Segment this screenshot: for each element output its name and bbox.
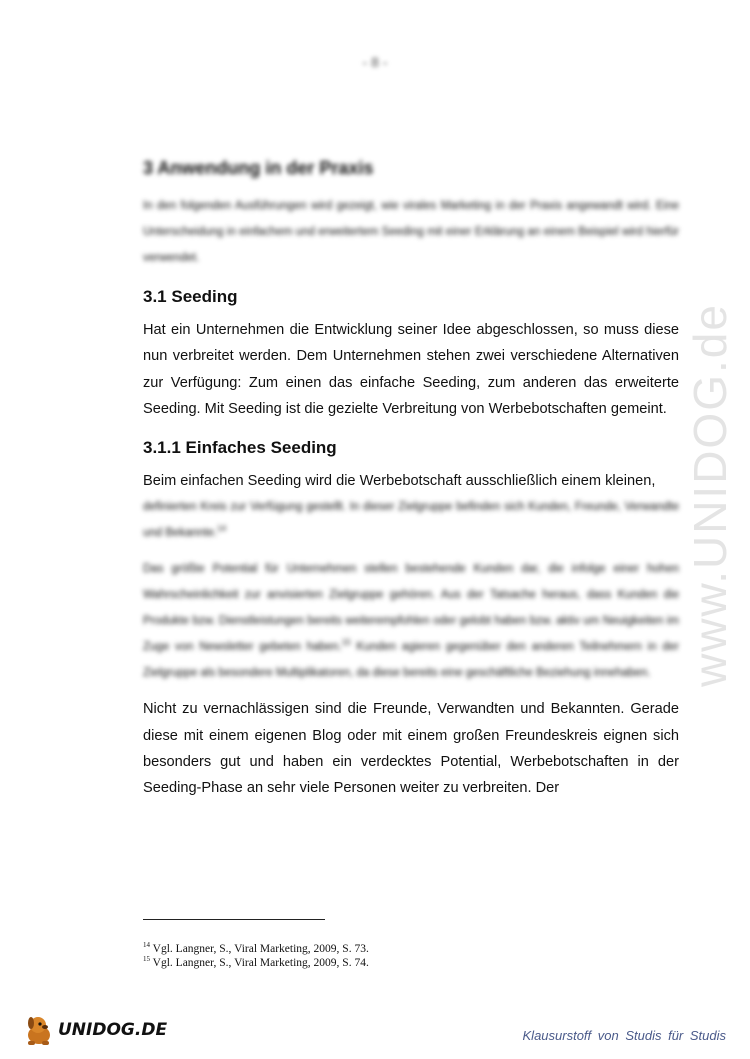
footnote-ref: 15 xyxy=(341,638,351,648)
dog-mascot-icon xyxy=(22,1013,56,1047)
footnote-ref: 14 xyxy=(217,524,227,534)
blurred-text: Das größte Potential für Unternehmen stellen bestehende Kunden dar, die infolge einer hohen Wahrscheinlichkeit zur anvisierten Zielgruppe gehören. Aus der Tatsache heraus, dass Kunden die Produkte bzw. Dienstleistungen bereits weiterempfohlen oder gelobt haben bzw. aktiv um Neuigkeiten im Zuge von Newsletter gebeten haben. xyxy=(143,563,679,654)
footnote-text: Vgl. Langner, S., Viral Marketing, 2009, S. 73. xyxy=(152,943,369,955)
footnote-number: 15 xyxy=(143,955,150,964)
footnotes xyxy=(143,942,543,970)
unidog-logo xyxy=(22,1010,167,1050)
section-intro-text: In den folgenden Ausführungen wird gezeigt, wie virales Marketing in der Praxis angewandt wird. Eine Unterscheidung in einfachem und erweitertem Seeding mit einer Erklärung an einem Beispiel wird hierfür verwendet. xyxy=(143,200,679,264)
footer-tagline: Klausurstoff von Studis für Studis xyxy=(522,1028,726,1043)
footnote-text: Vgl. Langner, S., Viral Marketing, 2009, S. 74. xyxy=(152,957,369,969)
footnote-separator xyxy=(143,919,325,920)
subsubsection-heading: 3.1.1 Einfaches Seeding xyxy=(143,438,337,458)
blurred-paragraph xyxy=(143,556,679,686)
blurred-continuation: definierten Kreis zur Verfügung gestellt. In dieser Zielgruppe befinden sich Kunden, Freunde, Verwandte und Bekannte. xyxy=(143,501,679,540)
blurred-text: Kunden agieren gegenüber den anderen Teilnehmern in der Zielgruppe als besondere Multiplikatoren, da diese bereits eine geschäftliche Beziehung innehaben. xyxy=(143,641,679,680)
logo-text: UNIDOG.DE xyxy=(58,1020,168,1040)
paragraph-body: Nicht zu vernachlässigen sind die Freunde, Verwandten und Bekannten. Gerade diese mit einem eigenen Blog oder mit einem großen Freundeskreis eignen sich besonders gut und haben ein verdecktes Potential, Werbebotschaften in der Seeding-Phase an sehr viele Personen weiter zu verbreiten. Der xyxy=(143,701,679,797)
blurred-paragraph xyxy=(143,494,679,546)
section-heading: 3 Anwendung in der Praxis xyxy=(143,158,374,178)
footnote-number: 14 xyxy=(143,941,150,950)
watermark: www.UNIDOG.de xyxy=(684,303,736,687)
page-number: - 8 - xyxy=(362,54,388,70)
subsection-heading: 3.1 Seeding xyxy=(143,287,238,306)
page-content xyxy=(143,158,679,802)
paragraph-first-line: Beim einfachen Seeding wird die Werbebotschaft ausschließlich einem kleinen, xyxy=(143,473,656,490)
footnote-item xyxy=(143,942,543,956)
subsection-body: Hat ein Unternehmen die Entwicklung seiner Idee abgeschlossen, so muss diese nun verbreitet werden. Dem Unternehmen stehen zwei verschiedene Alternativen zur Verfügung: Zum einen das einfache Seeding, zum anderen das erweiterte Seeding. Mit Seeding ist die gezielte Verbreitung von Werbebotschaften gemeint. xyxy=(143,322,679,417)
blurred-section-intro xyxy=(143,158,679,271)
footnote-item xyxy=(143,956,543,970)
